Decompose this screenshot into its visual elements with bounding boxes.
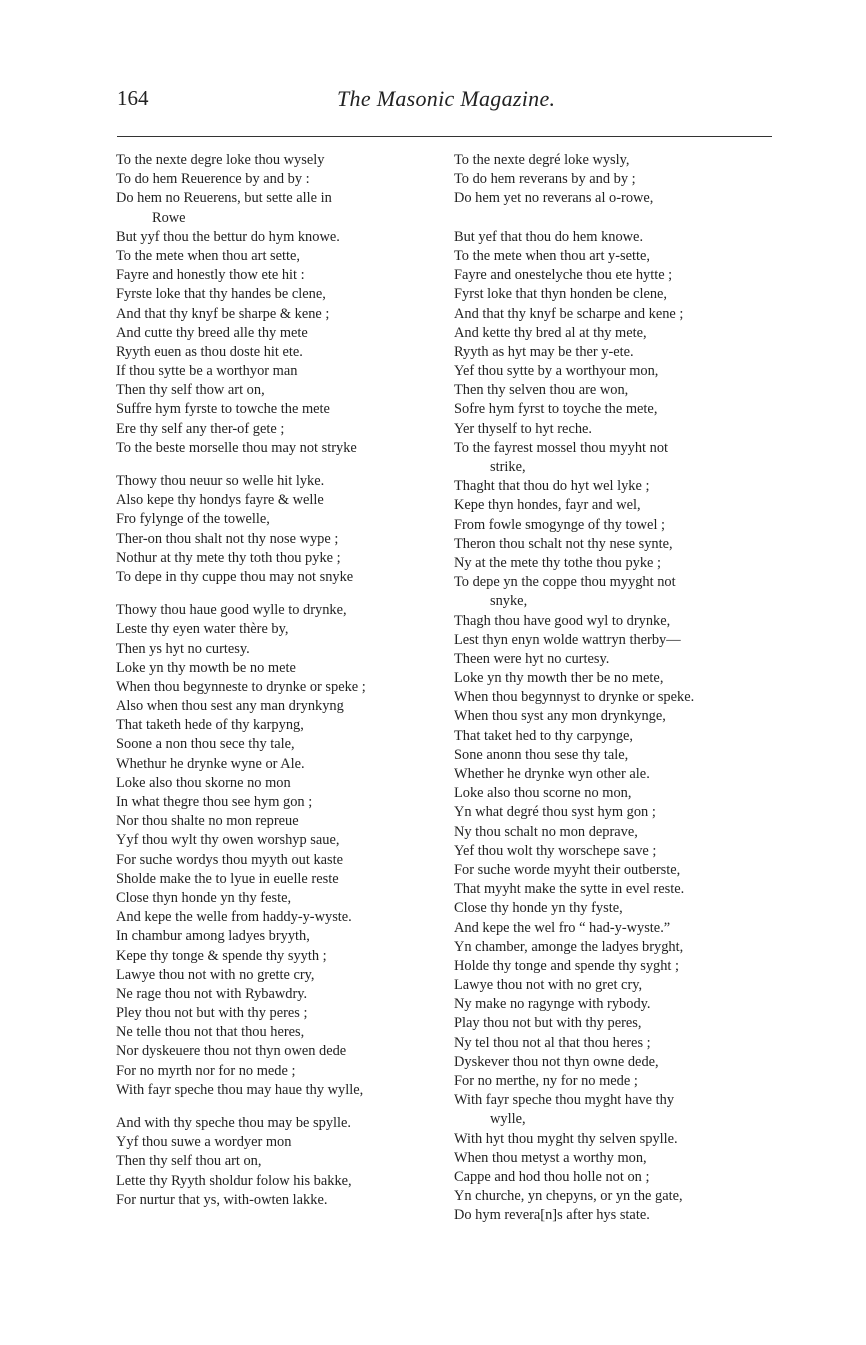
verse-line: Ny at the mete thy tothe thou pyke ;: [454, 554, 662, 571]
verse-line: Ny thou schalt no mon deprave,: [454, 823, 638, 840]
verse-line: Close thy honde yn thy fyste,: [454, 900, 623, 917]
verse-line: To depe yn the coppe thou myyght not: [454, 574, 676, 591]
verse-line: But yyf thou the bettur do hym knowe.: [116, 228, 340, 245]
verse-line: Ne rage thou not with Rybawdry.: [116, 985, 308, 1002]
verse-line: Dyskever thou not thyn owne dede,: [454, 1053, 659, 1070]
verse-line: Yef thou wolt thy worschepe save ;: [454, 842, 657, 859]
verse-line: To the fayrest mossel thou myyht not: [454, 439, 669, 456]
verse-line: To the nexte degre loke thou wysely: [116, 152, 325, 168]
verse-line: Then thy self thou art on,: [116, 1153, 262, 1170]
verse-line: Yn chamber, amonge the ladyes bryght,: [454, 938, 684, 955]
verse-line: Yer thyself to hyt reche.: [454, 420, 593, 437]
verse-line: Nor thou shalte no mon repreue: [116, 813, 299, 830]
verse-line: Theen were hyt no curtesy.: [454, 650, 610, 667]
verse-line: Suffre hym fyrste to towche the mete: [116, 401, 330, 418]
verse-line: And kette thy bred al at thy mete,: [454, 324, 647, 341]
verse-line: Do hem no Reuerens, but sette alle in: [116, 190, 332, 207]
verse-line: Thowy thou neuur so welle hit lyke.: [116, 473, 325, 489]
verse-line: Then thy selven thou are won,: [454, 382, 629, 399]
page-number: 164: [117, 86, 149, 110]
verse-line: For suche worde myyht their outberste,: [454, 861, 681, 878]
verse-line: Lest thyn enyn wolde wattryn therby—: [454, 631, 681, 648]
verse-line: Lawye thou not with no grette cry,: [116, 966, 315, 983]
stanza-gap: [116, 1100, 436, 1114]
verse-line: Yn what degré thou syst hym gon ;: [454, 804, 656, 821]
verse-line: Whethur he drynke wyne or Ale.: [116, 755, 305, 772]
verse-line: Fayre and onestelyche thou ete hytte ;: [454, 267, 673, 284]
verse-line: Nor dyskeuere thou not thyn owen dede: [116, 1043, 347, 1060]
verse-line: But yef that thou do hem knowe.: [454, 228, 644, 245]
verse-line: When thou syst any mon drynkynge,: [454, 708, 666, 725]
verse-line: In chambur among ladyes bryyth,: [116, 928, 310, 945]
left-column: [116, 151, 436, 1210]
verse-line: With hyt thou myght thy selven spylle.: [454, 1130, 678, 1147]
verse-line: Yn churche, yn chepyns, or yn the gate,: [454, 1188, 683, 1205]
verse-line: Loke also thou scorne no mon,: [454, 785, 632, 802]
verse-line: Kepe thy tonge & spende thy syyth ;: [116, 947, 327, 964]
verse-line: Fayre and honestly thow ete hit :: [116, 267, 305, 284]
verse-line: wylle,: [490, 1111, 526, 1128]
verse-line: Yyf thou suwe a wordyer mon: [116, 1134, 292, 1151]
verse-line: When thou metyst a worthy mon,: [454, 1149, 647, 1166]
verse-line: Lawye thou not with no gret cry,: [454, 977, 643, 994]
right-column: [454, 151, 776, 1226]
verse-line: That taket hed to thy carpynge,: [454, 727, 634, 744]
verse-line: Whether he drynke wyn other ale.: [454, 766, 650, 782]
verse-line: For no myrth nor for no mede ;: [116, 1062, 296, 1079]
verse-line: Loke yn thy mowth be no mete: [116, 659, 296, 676]
verse-line: When thou begynneste to drynke or speke ;: [116, 678, 366, 695]
verse-line: Thagh thou have good wyl to drynke,: [454, 612, 671, 629]
verse-line: Ryyth euen as thou doste hit ete.: [116, 343, 303, 360]
page-header: [117, 86, 772, 126]
stanza-gap: [454, 209, 776, 228]
verse-line: And with thy speche thou may be spylle.: [116, 1115, 352, 1131]
verse-line: Thaght that thou do hyt wel lyke ;: [454, 478, 650, 495]
verse-line: Then ys hyt no curtesy.: [116, 640, 250, 657]
verse-line: Ther-on thou shalt not thy nose wype ;: [116, 530, 339, 547]
verse-line: Ryyth as hyt may be ther y-ete.: [454, 343, 634, 360]
verse-line: To the mete when thou art y-sette,: [454, 247, 651, 264]
header-rule: [117, 136, 772, 137]
verse-line: To do hem Reuerence by and by :: [116, 171, 310, 188]
verse-line: From fowle smogynge of thy towel ;: [454, 516, 666, 533]
verse-line: Loke also thou skorne no mon: [116, 774, 291, 791]
verse-line: Theron thou schalt not thy nese synte,: [454, 535, 673, 552]
verse-line: Then thy self thow art on,: [116, 382, 265, 399]
verse-line: To do hem reverans by and by ;: [454, 171, 636, 188]
verse-line: Ere thy self any ther-of gete ;: [116, 420, 285, 437]
verse-line: For nurtur that ys, with-owten lakke.: [116, 1191, 328, 1208]
verse-line: Fyrste loke that thy handes be clene,: [116, 286, 326, 303]
verse-line: Fro fylynge of the towelle,: [116, 511, 270, 528]
verse-line: Ne telle thou not that thou heres,: [116, 1024, 305, 1041]
verse-line: Rowe: [152, 209, 186, 226]
verse-line: When thou begynnyst to drynke or speke.: [454, 689, 695, 706]
verse-line: And that thy knyf be sharpe & kene ;: [116, 305, 330, 322]
stanza-gap: [116, 587, 436, 601]
verse-line: If thou sytte be a worthyor man: [116, 363, 298, 380]
verse-line: For suche wordys thou myyth out kaste: [116, 851, 344, 868]
verse-line: Do hym revera[n]s after hys state.: [454, 1207, 650, 1224]
verse-line: Holde thy tonge and spende thy syght ;: [454, 957, 680, 974]
verse-line: Lette thy Ryyth sholdur folow his bakke,: [116, 1172, 352, 1189]
verse-line: With fayr speche thou myght have thy: [454, 1092, 675, 1109]
verse-line: To the mete when thou art sette,: [116, 247, 301, 264]
verse-line: That taketh hede of thy karpyng,: [116, 717, 304, 734]
verse-line: And kepe the wel fro “ had-y-wyste.”: [454, 919, 671, 936]
verse-line: Sofre hym fyrst to toyche the mete,: [454, 401, 658, 418]
verse-line: Leste thy eyen water thère by,: [116, 621, 289, 638]
verse-line: Also kepe thy hondys fayre & welle: [116, 492, 324, 509]
verse-line: snyke,: [490, 593, 528, 610]
verse-line: Close thyn honde yn thy feste,: [116, 889, 292, 906]
verse-line: Nothur at thy mete thy toth thou pyke ;: [116, 549, 341, 566]
verse-line: Also when thou sest any man drynkyng: [116, 698, 344, 715]
verse-line: Soone a non thou sece thy tale,: [116, 736, 295, 753]
verse-line: Pley thou not but with thy peres ;: [116, 1005, 308, 1022]
verse-line: Sone anonn thou sese thy tale,: [454, 746, 629, 763]
verse-line: With fayr speche thou may haue thy wylle,: [116, 1081, 364, 1098]
verse-line: Thowy thou haue good wylle to drynke,: [116, 602, 347, 619]
verse-line: Ny tel thou not al that thou heres ;: [454, 1034, 651, 1051]
verse-line: Do hem yet no reverans al o-rowe,: [454, 190, 654, 207]
verse-line: Kepe thyn hondes, fayr and wel,: [454, 497, 641, 514]
verse-line: For no merthe, ny for no mede ;: [454, 1073, 638, 1089]
stanza-gap: [116, 458, 436, 472]
verse-line: Yyf thou wylt thy owen worshyp saue,: [116, 832, 340, 849]
verse-line: To the beste morselle thou may not stryke: [116, 439, 357, 456]
verse-line: Ny make no ragynge with rybody.: [454, 996, 651, 1013]
running-title: The Masonic Magazine.: [337, 86, 556, 111]
verse-line: And that thy knyf be scharpe and kene ;: [454, 305, 684, 322]
verse-line: And kepe the welle from haddy-y-wyste.: [116, 909, 352, 926]
verse-line: strike,: [490, 459, 526, 475]
verse-line: To depe in thy cuppe thou may not snyke: [116, 568, 354, 585]
verse-line: Cappe and hod thou holle not on ;: [454, 1168, 650, 1185]
verse-line: Sholde make the to lyue in euelle reste: [116, 870, 339, 887]
verse-line: To the nexte degré loke wysly,: [454, 152, 630, 168]
verse-line: In what thegre thou see hym gon ;: [116, 794, 313, 810]
verse-line: And cutte thy breed alle thy mete: [116, 324, 308, 341]
verse-line: Yef thou sytte by a worthyour mon,: [454, 363, 659, 380]
verse-line: That myyht make the sytte in evel reste.: [454, 881, 685, 898]
verse-line: Loke yn thy mowth ther be no mete,: [454, 670, 664, 687]
verse-line: Play thou not but with thy peres,: [454, 1015, 642, 1032]
verse-line: Fyrst loke that thyn honden be clene,: [454, 286, 668, 303]
